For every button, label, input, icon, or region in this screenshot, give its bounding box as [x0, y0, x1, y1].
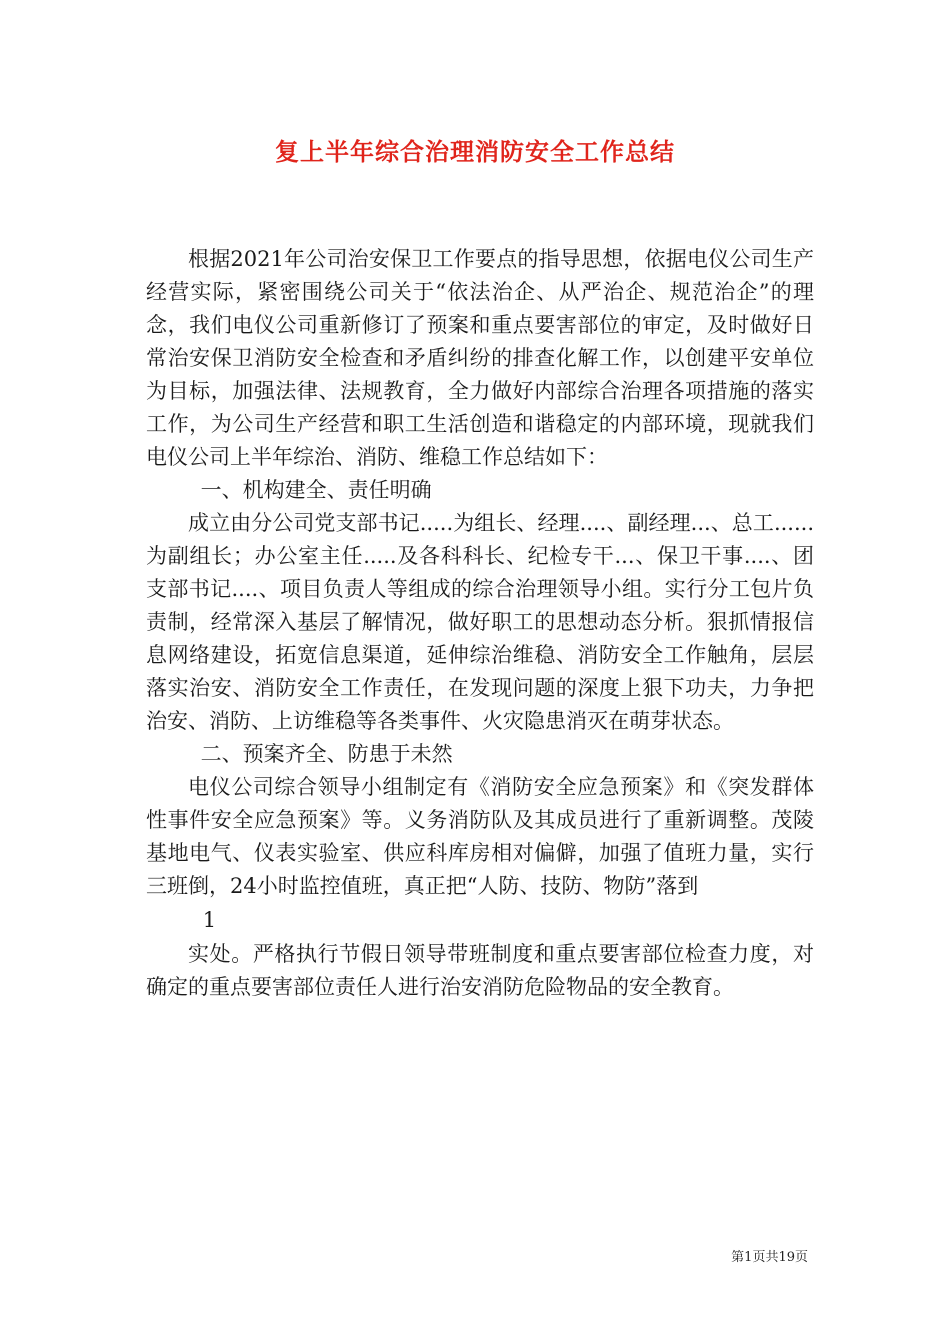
paragraph-continuation: 实处。严格执行节假日领导带班制度和重点要害部位检查力度，对确定的重点要害部位责任人进行治安消防危险物品的安全教育。	[146, 942, 814, 999]
document-title: 复上半年综合治理消防安全工作总结	[275, 137, 675, 166]
paragraph-section-2: 电仪公司综合领导小组制定有《消防安全应急预案》和《突发群体性事件安全应急预案》等。义务消防队及其成员进行了重新调整。茂陵基地电气、仪表实验室、供应科库房相对偏僻，加强了值班力量，实行三班倒，24小时监控值班，真正把“人防、技防、物防”落到	[146, 775, 814, 898]
paragraph-section-1: 成立由分公司党支部书记.....为组长、经理....、副经理...、总工......为副组长；办公室主任.....及各科科长、纪检专干...、保卫干事....、团支部书记....、项目负责人等组成的综合治理领导小组。实行分工包片负责制，经常深入基层了解情况，做好职工的思想动态分析。狠抓情报信息网络建设，拓宽信息渠道，延伸综治维稳、消防安全工作触角，层层落实治安、消防安全工作责任，在发现问题的深度上狠下功夫，力争把治安、消防、上访维稳等各类事件、火灾隐患消灭在萌芽状态。	[146, 511, 814, 733]
section-heading-2: 二、预案齐全、防患于未然	[200, 742, 453, 766]
page-footer-counter: 第1页共19页	[731, 1250, 808, 1265]
paragraph-intro: 根据2021年公司治安保卫工作要点的指导思想，依据电仪公司生产经营实际，紧密围绕公司关于“依法治企、从严治企、规范治企”的理念，我们电仪公司重新修订了预案和重点要害部位的审定，及时做好日常治安保卫消防安全检查和矛盾纠纷的排查化解工作，以创建平安单位为目标，加强法律、法规教育，全力做好内部综合治理各项措施的落实工作，为公司生产经营和职工生活创造和谐稳定的内部环境，现就我们电仪公司上半年综治、消防、维稳工作总结如下：	[146, 247, 814, 469]
document-body	[146, 243, 814, 1004]
section-heading-1: 一、机构建全、责任明确	[200, 478, 432, 502]
inline-page-number: 1	[202, 908, 217, 932]
